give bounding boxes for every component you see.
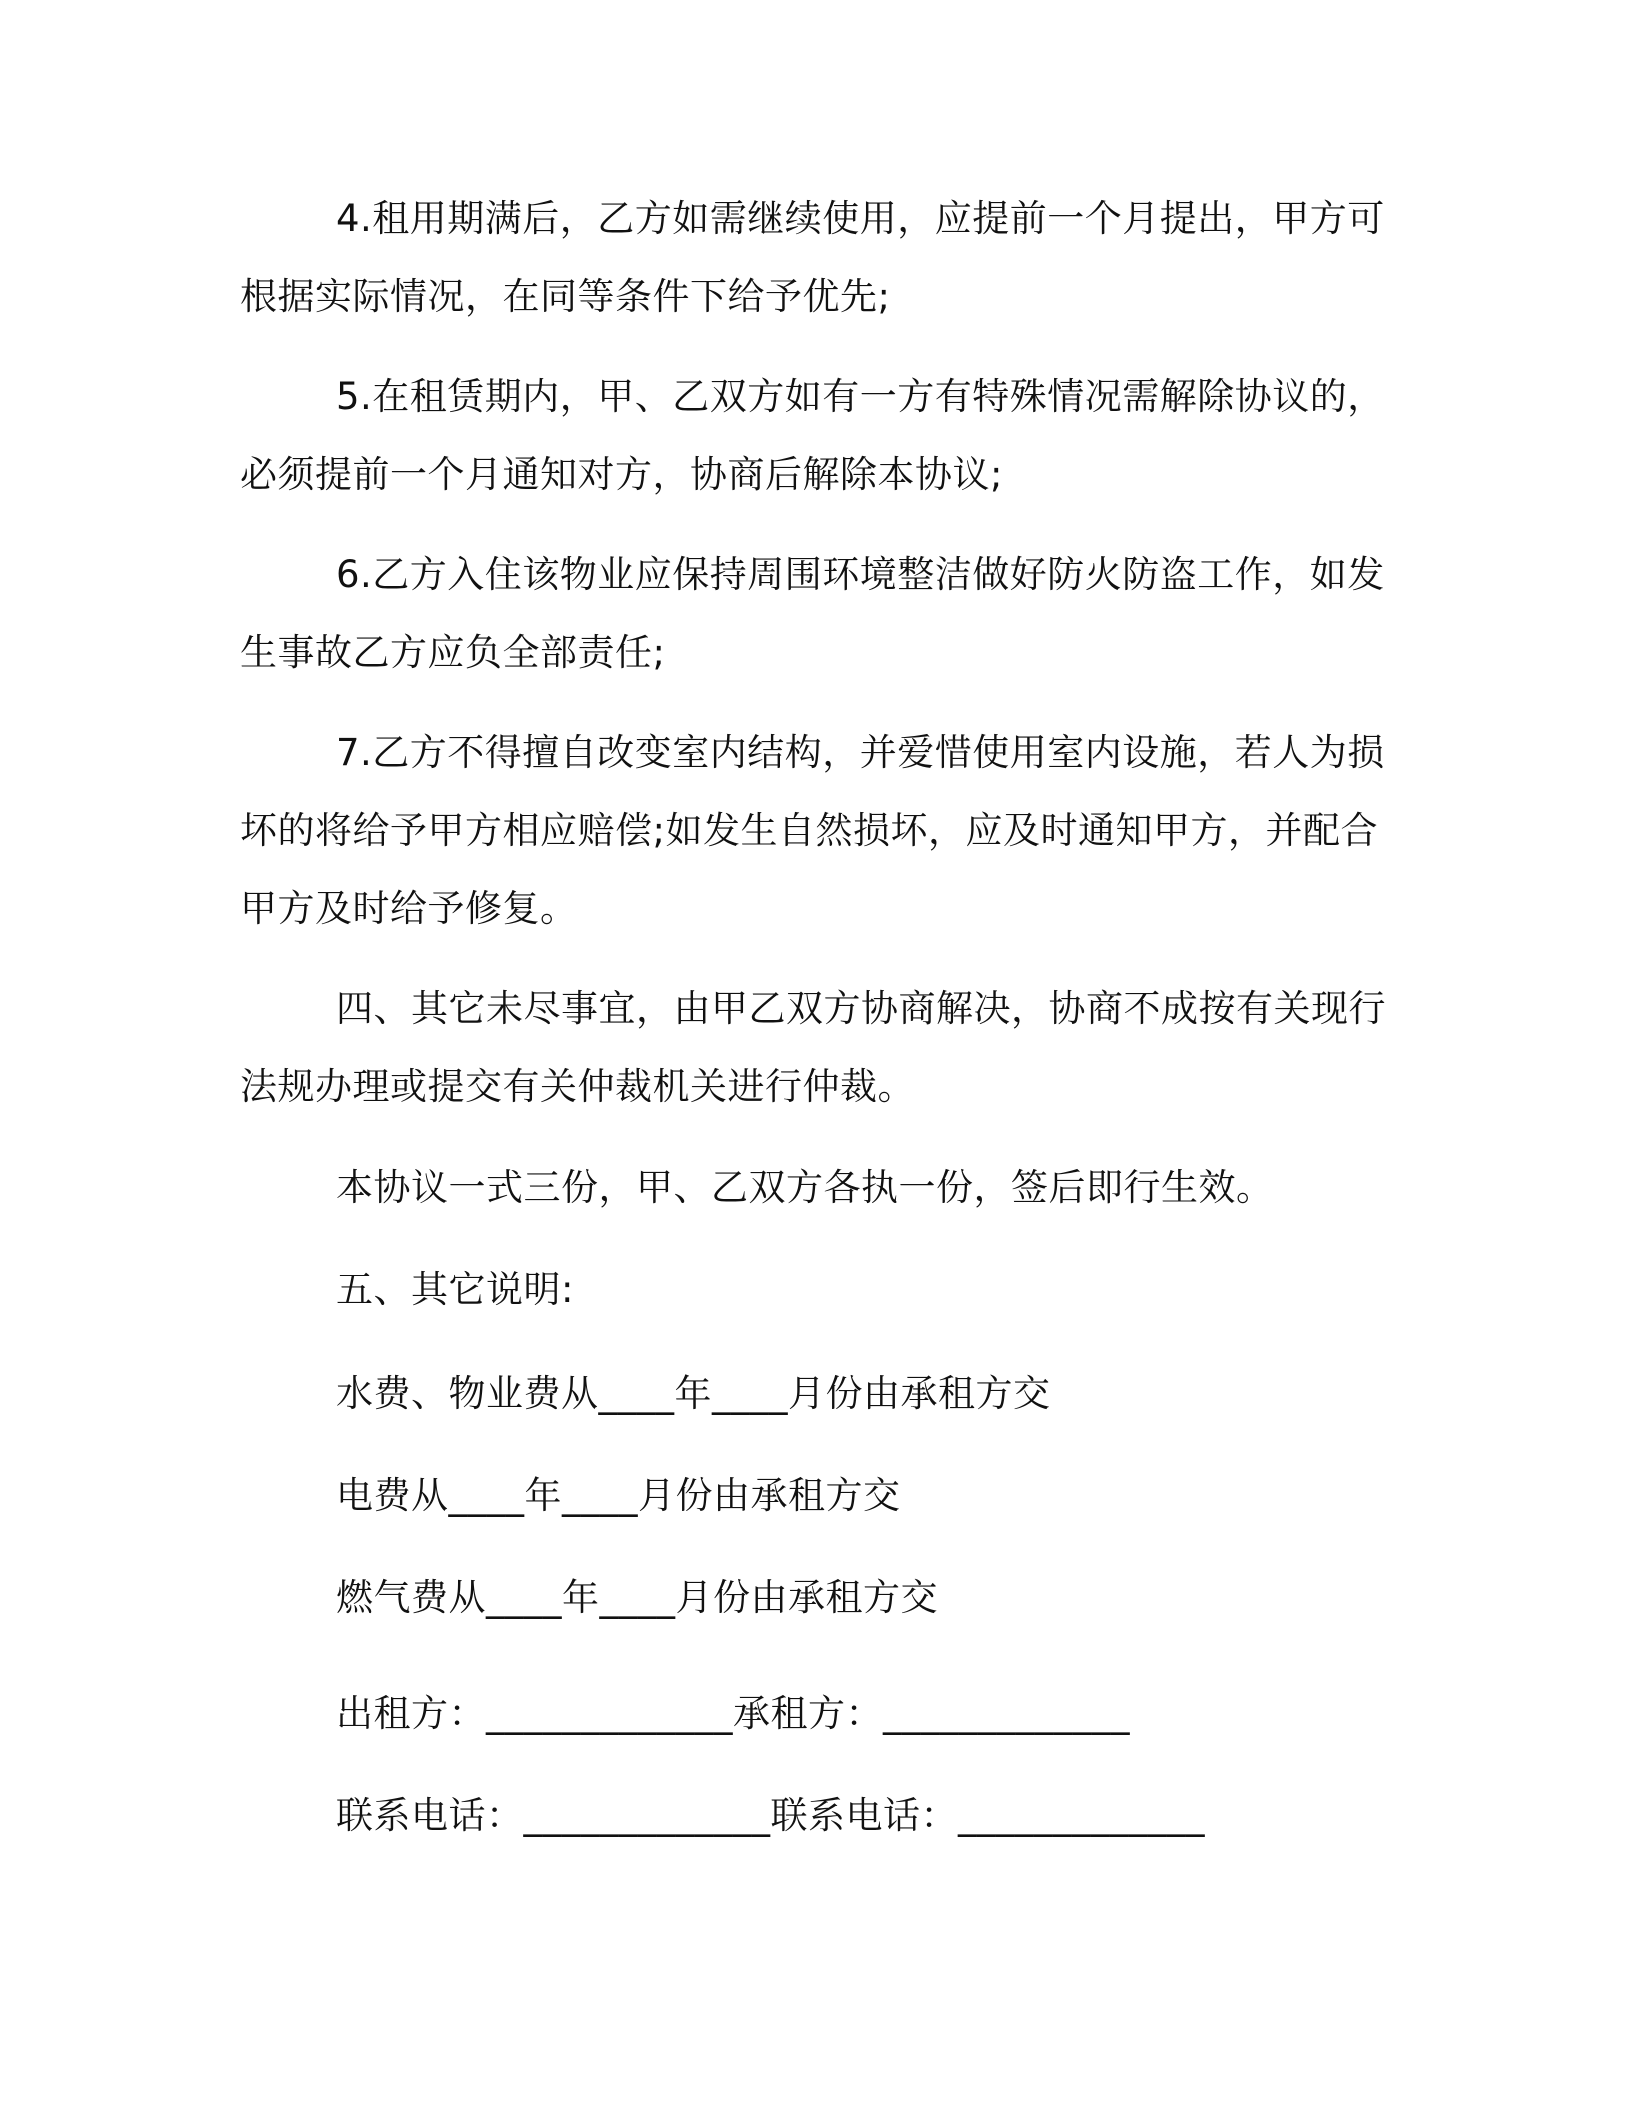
signature-phones: 联系电话：_____________联系电话：_____________ <box>336 1794 1205 1837</box>
copies-note: 本协议一式三份，甲、乙双方各执一份，签后即行生效。 <box>336 1166 1274 1209</box>
fee-gas: 燃气费从____年____月份由承租方交 <box>336 1576 938 1619</box>
other-notes-title: 五、其它说明: <box>336 1268 574 1311</box>
clause-7-line-2: 坏的将给予甲方相应赔偿;如发生自然损坏，应及时通知甲方，并配合 <box>240 809 1378 852</box>
clause-6-line-1: 6.乙方入住该物业应保持周围环境整洁做好防火防盗工作，如发 <box>336 553 1385 596</box>
clause-6-line-2: 生事故乙方应负全部责任; <box>240 631 666 674</box>
clause-7-line-1: 7.乙方不得擅自改变室内结构，并爱惜使用室内设施，若人为损 <box>336 731 1385 774</box>
clause-4-line-1: 4.租用期满后，乙方如需继续使用，应提前一个月提出，甲方可 <box>336 197 1385 240</box>
fee-electricity: 电费从____年____月份由承租方交 <box>336 1474 901 1517</box>
signature-parties: 出租方：_____________承租方：_____________ <box>336 1692 1130 1735</box>
section-4-line-1: 四、其它未尽事宜，由甲乙双方协商解决，协商不成按有关现行 <box>336 987 1386 1030</box>
fee-water-property: 水费、物业费从____年____月份由承租方交 <box>336 1372 1051 1415</box>
clause-5-line-1: 5.在租赁期内，甲、乙双方如有一方有特殊情况需解除协议的， <box>336 375 1385 418</box>
clause-7-line-3: 甲方及时给予修复。 <box>240 887 578 930</box>
section-4-line-2: 法规办理或提交有关仲裁机关进行仲裁。 <box>240 1065 915 1108</box>
clause-5-line-2: 必须提前一个月通知对方，协商后解除本协议; <box>240 453 1003 496</box>
clause-4-line-2: 根据实际情况，在同等条件下给予优先; <box>240 275 891 318</box>
